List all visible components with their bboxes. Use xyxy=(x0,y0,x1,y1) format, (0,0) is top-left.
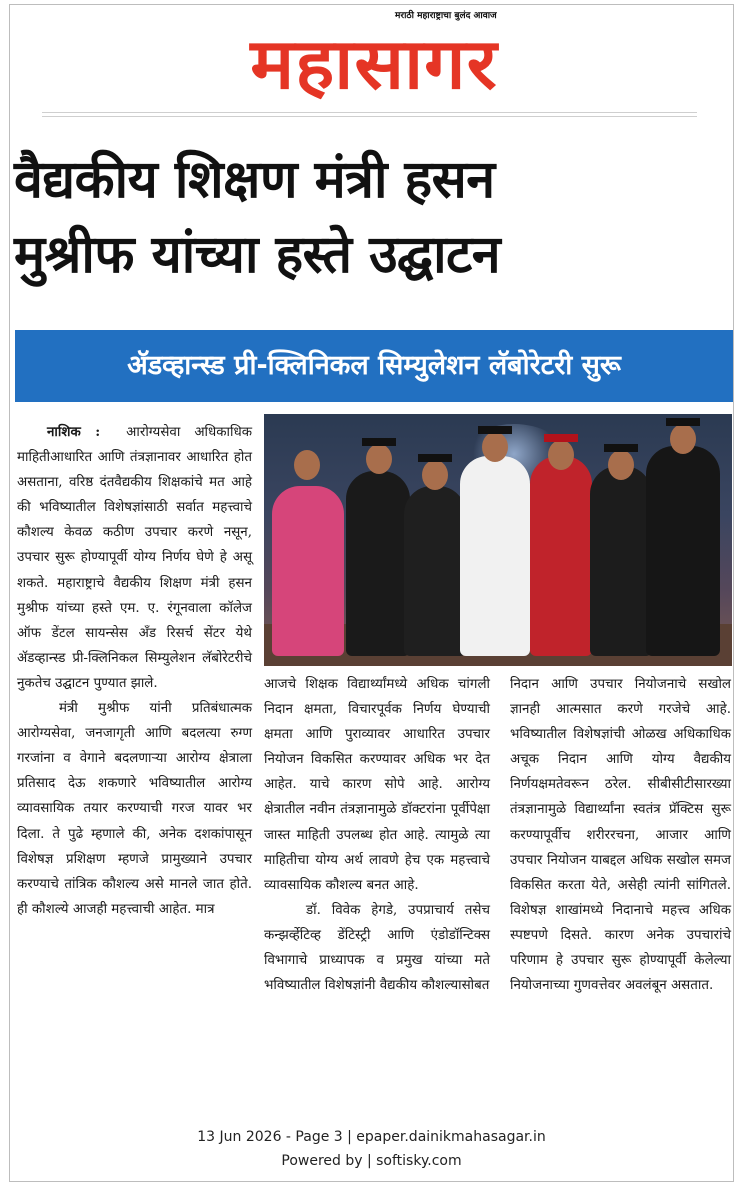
headline-line-2: मुश्रीफ यांच्या हस्ते उद्घाटन xyxy=(14,225,501,285)
graduation-cap-icon xyxy=(544,434,578,442)
article-paragraph: डॉ. विवेक हेगडे, उपप्राचार्य तसेच कन्झर्व्हेटिव्ह डेंटिस्ट्री आणि एंडोडॉन्टिक्स विभागाचे प्राध्यापक व प्रमुख यांच्या मते भविष्यातील विशेषज्ञांनी वैद्यकीय कौशल्यासोबत xyxy=(264,902,490,994)
photo-figure xyxy=(346,471,410,656)
event-photo xyxy=(264,414,732,666)
photo-figure-head xyxy=(608,450,634,480)
photo-figure-head xyxy=(482,432,508,462)
subheadline-banner: ॲडव्हान्स्ड प्री-क्लिनिकल सिम्युलेशन लॅबोरेटरी सुरू xyxy=(15,330,733,402)
photo-figure xyxy=(590,466,652,656)
photo-figure-head xyxy=(670,424,696,454)
article-paragraph: निदान आणि उपचार नियोजनाचे सखोल ज्ञानही आत्मसात करणे गरजेचे आहे. भविष्यातील विशेषज्ञांची ओळख अधिकाधिक अचूक निदान आणि योग्य वैद्यकीय निर्णयक्षमतेवरून ठरेल. सीबीसीटीसारख्या तंत्रज्ञानामुळे विद्यार्थ्यांना स्वतंत्र प्रॅक्टिस सुरू करण्यापूर्वीच शरीररचना, आजार आणि उपचार नियोजन याबद्दल अधिक सखोल समज विकसित करता येते, असेही त्यांनी सांगितले. विशेषज्ञ शाखांमध्ये निदानाचे महत्त्व अधिक स्पष्टपणे दिसते. कारण अनेक उपचारांचे परिणाम हे उपचार सुरू होण्यापूर्वी केलेल्या नियोजनाच्या गुणवत्तेवर अवलंबून असतात. xyxy=(510,677,731,994)
photo-figure xyxy=(646,446,720,656)
photo-figure xyxy=(530,456,592,656)
photo-figure xyxy=(404,486,466,656)
graduation-cap-icon xyxy=(478,426,512,434)
masthead-logo: महासागर xyxy=(250,23,498,105)
article-paragraph xyxy=(17,420,252,696)
photo-figure-head xyxy=(294,450,320,480)
footer-date-page: 13 Jun 2026 - Page 3 | epaper.dainikmahasagar.in xyxy=(197,1129,546,1145)
photo-figure-head xyxy=(366,444,392,474)
article-paragraph: मंत्री मुश्रीफ यांनी प्रतिबंधात्मक आरोग्यसेवा, जनजागृती आणि बदलत्या रुग्ण गरजांना व वेगाने बदलणाऱ्या आरोग्य क्षेत्राला प्रतिसाद देऊ शकणारे भविष्यातील आरोग्य व्यावसायिक तयार करण्याची गरज यावर भर दिला. ते पुढे म्हणाले की, अनेक दशकांपासून विशेषज्ञ प्रशिक्षण म्हणजे प्रामुख्याने उपचार करण्याचे तांत्रिक कौशल्य असे मानले जात होते. ही कौशल्ये आजही महत्त्वाची आहेत. मात्र xyxy=(17,701,252,917)
article-column-1 xyxy=(17,420,252,922)
graduation-cap-icon xyxy=(666,418,700,426)
dateline: नाशिक : xyxy=(47,424,101,440)
masthead-tagline: मराठी महाराष्ट्राचा बुलंद आवाज xyxy=(395,11,497,21)
headline-line-1: वैद्यकीय शिक्षण मंत्री हसन xyxy=(14,150,495,210)
article-headline xyxy=(14,143,732,293)
photo-figure-head xyxy=(422,460,448,490)
graduation-cap-icon xyxy=(362,438,396,446)
graduation-cap-icon xyxy=(418,454,452,462)
masthead-rule-secondary xyxy=(42,116,697,117)
photo-figure xyxy=(460,456,530,656)
photo-figure xyxy=(272,486,344,656)
article-column-3 xyxy=(510,672,731,998)
footer-powered-by: Powered by | softisky.com xyxy=(281,1153,462,1169)
article-column-2 xyxy=(264,672,490,998)
paragraph-text: आरोग्यसेवा अधिकाधिक माहितीआधारित आणि तंत्रज्ञानावर आधारित होत असताना, वरिष्ठ दंतवैद्यकीय शिक्षकांचे मत आहे की भविष्यातील विशेषज्ञांसाठी सर्वात महत्त्वाचे कौशल्य केवळ कठीण उपचार करणे नसून, उपचार सुरू होण्यापूर्वी योग्य निर्णय घेणे हे असू शकते. महाराष्ट्राचे वैद्यकीय शिक्षण मंत्री हसन मुश्रीफ यांच्या हस्ते एम. ए. रंगूनवाला कॉलेज ऑफ डेंटल सायन्सेस अँड रिसर्च सेंटर येथे ॲडव्हान्स्ड प्री-क्लिनिकल सिम्युलेशन लॅबोरेटरीचे नुकतेच उद्घाटन पुण्यात झाले. xyxy=(17,425,252,691)
masthead-rule xyxy=(42,112,697,113)
article-paragraph: आजचे शिक्षक विद्यार्थ्यांमध्ये अधिक चांगली निदान क्षमता, विचारपूर्वक निर्णय घेण्याची क्षमता आणि पुराव्यावर आधारित उपचार नियोजन विकसित करण्यावर अधिक भर देत आहेत. याचे कारण सोपे आहे. आरोग्य क्षेत्रातील नवीन तंत्रज्ञानामुळे डॉक्टरांना पूर्वीपेक्षा जास्त माहिती उपलब्ध होत आहे. त्यामुळे त्या माहितीचा योग्य अर्थ लावणे हेच एक महत्त्वाचे व्यावसायिक कौशल्य बनत आहे. xyxy=(264,677,490,893)
photo-figure-head xyxy=(548,440,574,470)
graduation-cap-icon xyxy=(604,444,638,452)
